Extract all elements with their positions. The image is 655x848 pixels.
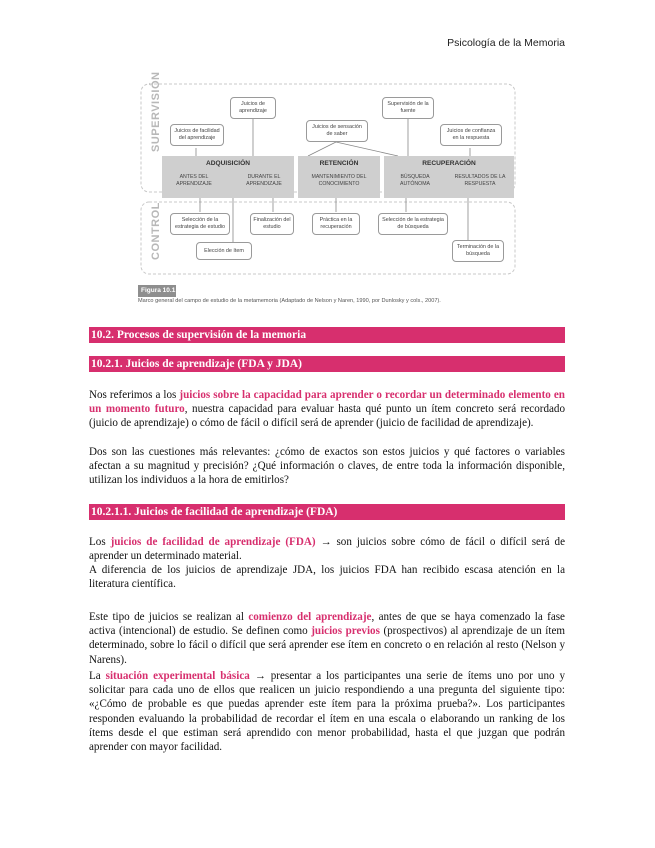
node-terminacion-busqueda: Terminación de la búsqueda	[452, 240, 504, 262]
highlight: juicios sobre la capacidad para aprender o recordar un determinado elemento en un momento futuro	[89, 389, 565, 416]
phase-adquisicion	[162, 156, 294, 198]
paragraph-fda-definition: Los juicios de facilidad de aprendizaje (FDA) → son juicios sobre cómo de fácil o difícil será de aprender un determinado material.	[89, 536, 565, 563]
phase-sub: ANTES DEL APRENDIZAJE	[176, 174, 212, 187]
section-heading-10-2-1: 10.2.1. Juicios de aprendizaje (FDA y JDA)	[89, 356, 565, 372]
node-estrategia-estudio: Selección de la estrategia de estudio	[170, 213, 230, 235]
node-sensacion-saber: Juicios de sensación de saber	[306, 120, 368, 142]
paragraph-intro: Nos referimos a los juicios sobre la capacidad para aprender o recordar un determinado elemento en un momento futuro, nuestra capacidad para evaluar hasta qué punto un ítem concreto será recordado (juicio de aprendizaje) o cómo de fácil o difícil será de aprender (juicio de facilidad de aprendizaje).	[89, 389, 566, 430]
highlight: juicios de facilidad de aprendizaje (FDA)	[110, 536, 316, 548]
control-label: CONTROL	[150, 202, 162, 260]
node-practica-recuperacion: Práctica en la recuperación	[312, 213, 360, 235]
highlight: comienzo del aprendizaje	[248, 611, 372, 623]
phase-recuperacion	[384, 156, 514, 198]
paragraph-experimental: La situación experimental básica → presentar a los participantes una serie de ítems uno por uno y solicitar para cada uno de ellos que realicen un juicio respondiendo a una pregunta del siguiente tipo: «¿Cómo de probable es que puedas aprender este ítem para la próxima prueba?». Los participantes responden evaluando la probabilidad de recordar el ítem en una escala o elaborando un ranking de los ítems desde el que estiman será aprendido con menor probabilidad, hasta el que juzgan que podrán aprender con mayor facilidad.	[89, 670, 565, 754]
phase-sub: DURANTE EL APRENDIZAJE	[246, 174, 282, 187]
section-heading-10-2-1-1: 10.2.1.1. Juicios de facilidad de aprendizaje (FDA)	[89, 504, 565, 520]
section-heading-10-2: 10.2. Procesos de supervisión de la memoria	[89, 327, 565, 343]
phase-sub: RESULTADOS DE LA RESPUESTA	[454, 174, 506, 187]
running-header: Psicología de la Memoria	[447, 37, 565, 49]
node-finalizacion-estudio: Finalización del estudio	[250, 213, 294, 235]
paragraph-fda-timing: Este tipo de juicios se realizan al comienzo del aprendizaje, antes de que se haya comenzado la fase activa (intencional) de estudio. Se definen como juicios previos (prospectivos) al aprendizaje de un ítem determinado, sobre lo fácil o difícil que será aprender ese ítem en concreto o en relación al resto (Nelson y Narens).	[89, 611, 566, 666]
paragraph-questions: Dos son las cuestiones más relevantes: ¿cómo de exactos son estos juicios y qué factores o variables afectan a su magnitud y precisión? ¿Qué información o claves, de entre toda la información disponible, utilizan los individuos a la hora de emitirlos?	[89, 446, 565, 487]
node-juicios-aprendizaje: Juicios de aprendizaje	[230, 97, 276, 119]
paragraph-fda-attention: A diferencia de los juicios de aprendizaje JDA, los juicios FDA han recibido escasa atención en la literatura científica.	[89, 564, 565, 591]
node-supervision-fuente: Supervisión de la fuente	[382, 97, 434, 119]
node-estrategia-busqueda: Selección de la estrategia de búsqueda	[378, 213, 448, 235]
node-facilidad-aprendizaje: Juicios de facilidad del aprendizaje	[170, 124, 224, 146]
metamemory-figure	[138, 71, 518, 312]
figure-caption: Marco general del campo de estudio de la metamemoria (Adaptado de Nelson y Naren, 1990, por Dunlosky y cols., 2007).	[138, 298, 441, 304]
phase-title: ADQUISICIÓN	[206, 160, 250, 167]
phase-sub: BÚSQUEDA AUTÓNOMA	[400, 174, 430, 187]
figure-number: Figura 10.1	[138, 285, 176, 297]
phase-retencion	[298, 156, 380, 198]
phase-title: RETENCIÓN	[319, 160, 359, 167]
highlight: situación experimental básica	[105, 670, 250, 682]
node-eleccion-item: Elección de ítem	[196, 242, 252, 260]
supervision-label: SUPERVISIÓN	[150, 71, 162, 152]
node-confianza-respuesta: Juicios de confianza en la respuesta	[440, 124, 502, 146]
highlight: juicios previos	[311, 625, 380, 638]
phase-title: RECUPERACIÓN	[422, 160, 476, 167]
phase-sub: MANTENIMIENTO DEL CONOCIMIENTO	[311, 174, 367, 187]
